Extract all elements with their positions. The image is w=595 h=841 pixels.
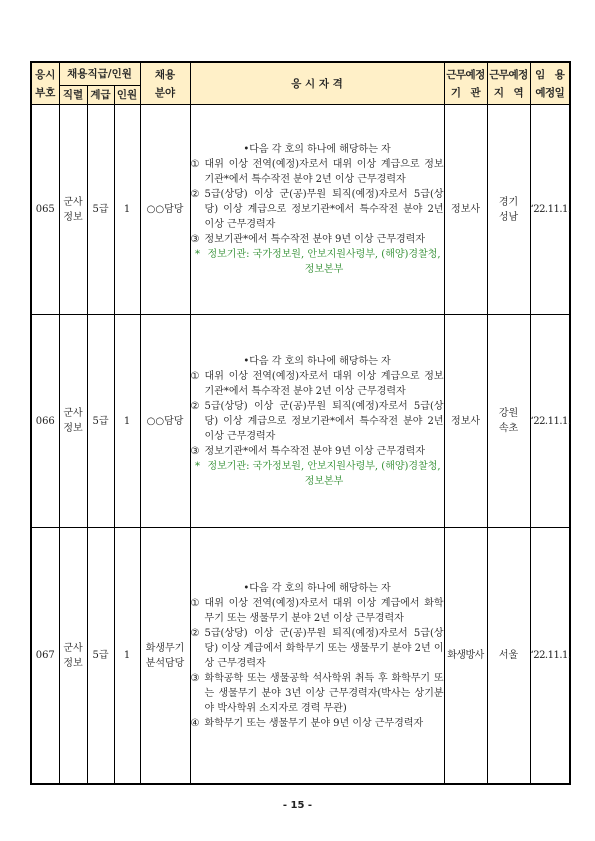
cell-field: 화생무기 분석담당 xyxy=(140,528,190,785)
qual-note xyxy=(191,247,444,277)
cell-date: ‘22.11.1. xyxy=(530,315,570,528)
qual-item xyxy=(191,671,444,716)
cell-region: 강원 속초 xyxy=(487,315,530,528)
qual-num: ① xyxy=(190,370,200,382)
table-row xyxy=(31,315,570,528)
qual-item xyxy=(191,626,444,671)
cell-grade: 5급 xyxy=(87,315,114,528)
qual-text: 화학무기 또는 생물무기 분야 9년 이상 근무경력자 xyxy=(204,717,424,729)
header-grade: 계급 xyxy=(87,86,114,105)
qual-item xyxy=(191,157,444,187)
header-count: 인원 xyxy=(114,86,140,105)
page-number: - 15 - xyxy=(282,800,313,811)
qual-text: 5급(상당) 이상 군(공)무원 퇴직(예정)자로서 5급(상당) 이상 계급으로 정보기관*에서 특수작전 분야 2년 이상 근무경력자 xyxy=(204,400,444,442)
note-mark: * xyxy=(195,460,201,472)
cell-series: 군사 정보 xyxy=(59,528,87,785)
cell-no: 065 xyxy=(31,105,59,315)
cell-count: 1 xyxy=(114,105,140,315)
qual-num: ④ xyxy=(190,717,200,729)
qual-num: ② xyxy=(190,400,200,412)
note-text: 정보기관: 국가정보원, 안보지원사령부, (해양)경찰청, 정보본부 xyxy=(207,249,441,275)
qual-text: 화학공학 또는 생물공학 석사학위 취득 후 화학무기 또는 생물무기 분야 3년 이상 근무경력자(박사는 상기분야 박사학위 소지자로 경력 무관) xyxy=(204,672,444,714)
qual-text: 대위 이상 전역(예정)자로서 대위 이상 계급에서 화학무기 또는 생물무기 분야 2년 이상 근무경력자 xyxy=(204,597,444,624)
qual-num: ② xyxy=(190,627,200,639)
cell-org: 정보사 xyxy=(444,105,487,315)
header-region: 근무예정 지 역 xyxy=(487,62,530,105)
header-field: 채용 분야 xyxy=(140,62,190,105)
cell-field: ○○담당 xyxy=(140,315,190,528)
cell-no: 067 xyxy=(31,528,59,785)
qual-text: 5급(상당) 이상 군(공)무원 퇴직(예정)자로서 5급(상당) 이상 계급에서 화학무기 또는 생물무기 분야 2년 이상 근무경력자 xyxy=(204,627,444,669)
cell-field: ○○담당 xyxy=(140,105,190,315)
cell-grade: 5급 xyxy=(87,105,114,315)
cell-no: 066 xyxy=(31,315,59,528)
qual-num: ③ xyxy=(190,672,200,684)
cell-region: 서울 xyxy=(487,528,530,785)
table-row xyxy=(31,528,570,785)
qual-num: ③ xyxy=(190,445,200,457)
cell-grade: 5급 xyxy=(87,528,114,785)
cell-qualification xyxy=(190,528,444,785)
qual-text: 대위 이상 전역(예정)자로서 대위 이상 계급으로 정보기관*에서 특수작전 분야 2년 이상 근무경력자 xyxy=(204,159,444,185)
qual-item xyxy=(191,187,444,232)
qual-item xyxy=(191,596,444,626)
cell-count: 1 xyxy=(114,528,140,785)
cell-date: ‘22.11.1. xyxy=(530,105,570,315)
cell-region: 경기 성남 xyxy=(487,105,530,315)
cell-org: 화생방사 xyxy=(444,528,487,785)
header-series: 직렬 xyxy=(59,86,87,105)
qual-text: 정보기관*에서 특수작전 분야 9년 이상 근무경력자 xyxy=(204,445,425,457)
cell-qualification xyxy=(190,315,444,528)
qual-intro: •다음 각 호의 하나에 해당하는 자 xyxy=(243,582,391,594)
qual-item xyxy=(191,716,444,731)
header-org: 근무예정 기 관 xyxy=(444,62,487,105)
qual-item xyxy=(191,369,444,399)
cell-date: ‘22.11.1. xyxy=(530,528,570,785)
qual-text: 대위 이상 전역(예정)자로서 대위 이상 계급으로 정보기관*에서 특수작전 분야 2년 이상 근무경력자 xyxy=(204,370,444,397)
qual-num: ① xyxy=(190,159,200,170)
qual-num: ② xyxy=(190,189,200,200)
cell-count: 1 xyxy=(114,315,140,528)
qual-item xyxy=(191,232,444,247)
header-qualification: 응 시 자 격 xyxy=(190,62,444,105)
qual-item xyxy=(191,444,444,459)
header-no: 응시 부호 xyxy=(31,62,59,105)
cell-series: 군사 정보 xyxy=(59,315,87,528)
cell-qualification xyxy=(190,105,444,315)
qual-num: ① xyxy=(190,597,200,609)
note-text: 정보기관: 국가정보원, 안보지원사령부, (해양)경찰청, 정보본부 xyxy=(207,460,441,487)
table-row xyxy=(31,105,570,315)
qual-note xyxy=(191,459,444,489)
header-appoint-date: 임 용 예정일 xyxy=(530,62,570,105)
cell-series: 군사 정보 xyxy=(59,105,87,315)
recruitment-table xyxy=(30,61,571,785)
qual-num: ③ xyxy=(190,234,200,245)
cell-org: 정보사 xyxy=(444,315,487,528)
qual-item xyxy=(191,399,444,444)
note-mark: * xyxy=(195,249,201,260)
qual-text: 5급(상당) 이상 군(공)무원 퇴직(예정)자로서 5급(상당) 이상 계급으로 정보기관*에서 특수작전 분야 2년 이상 근무경력자 xyxy=(204,189,444,230)
qual-intro: •다음 각 호의 하나에 해당하는 자 xyxy=(243,144,391,155)
qual-intro: •다음 각 호의 하나에 해당하는 자 xyxy=(243,355,391,367)
qual-text: 정보기관*에서 특수작전 분야 9년 이상 근무경력자 xyxy=(204,234,425,245)
header-group: 채용직급/인원 xyxy=(59,62,140,86)
